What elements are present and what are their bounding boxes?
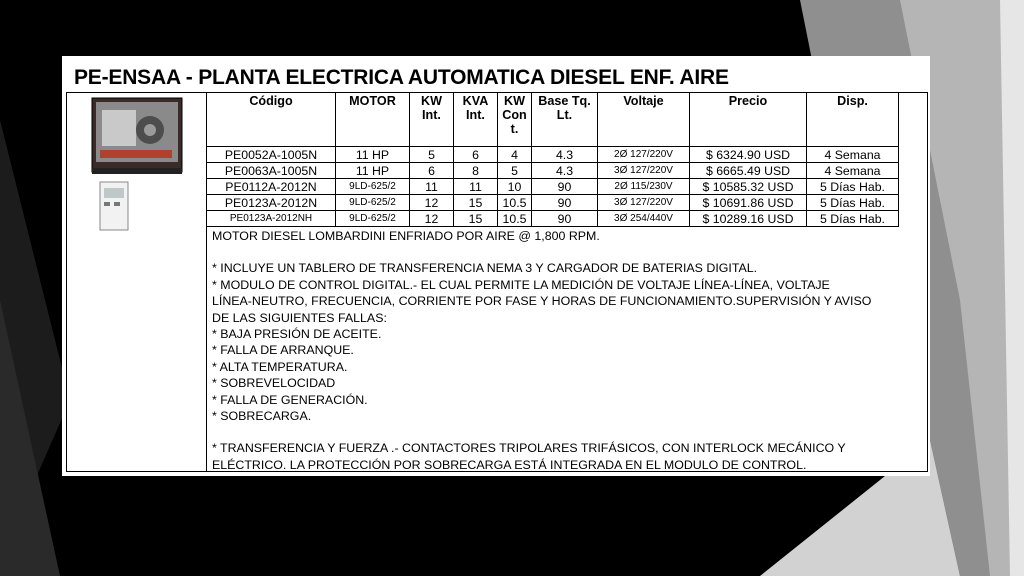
product-sheet: [62, 56, 930, 476]
cell-precio: $ 10289.16 USD: [690, 211, 807, 227]
table-row: [207, 195, 899, 211]
cell-kva-int: 11: [454, 179, 498, 195]
cell-precio: $ 10691.86 USD: [690, 195, 807, 211]
cell-motor: 9LD-625/2: [336, 179, 410, 195]
fault-item: * ALTA TEMPERATURA.: [212, 359, 348, 374]
cell-voltaje: 2Ø 127/220V: [598, 147, 690, 163]
cell-codigo: PE0112A-2012N: [207, 179, 336, 195]
cell-kw-int: 12: [410, 211, 454, 227]
cell-codigo: PE0063A-1005N: [207, 163, 336, 179]
table-row: [207, 147, 899, 163]
cell-base-tq: 90: [532, 195, 598, 211]
cell-voltaje: 3Ø 127/220V: [598, 163, 690, 179]
header-motor: MOTOR: [336, 93, 410, 147]
cell-motor: 11 HP: [336, 163, 410, 179]
cell-kw-int: 5: [410, 147, 454, 163]
cell-codigo: PE0123A-2012NH: [207, 211, 336, 227]
product-image-cell: [66, 92, 207, 472]
table-row: [207, 211, 899, 227]
cell-precio: $ 6324.90 USD: [690, 147, 807, 163]
cell-base-tq: 90: [532, 179, 598, 195]
cell-kva-int: 6: [454, 147, 498, 163]
cell-kw-cont: 4: [498, 147, 532, 163]
header-kw-int: KW Int.: [410, 93, 454, 147]
table-row: [207, 179, 899, 195]
description-block: [212, 228, 924, 473]
header-kva-int: KVA Int.: [454, 93, 498, 147]
specs-table: [206, 92, 899, 227]
cell-voltaje: 3Ø 127/220V: [598, 195, 690, 211]
fault-item: * SOBRECARGA.: [212, 409, 312, 424]
fault-item: * BAJA PRESIÓN DE ACEITE.: [212, 327, 382, 342]
cell-disp: 4 Semana: [807, 147, 899, 163]
cell-base-tq: 90: [532, 211, 598, 227]
cell-disp: 5 Días Hab.: [807, 211, 899, 227]
cell-codigo: PE0123A-2012N: [207, 195, 336, 211]
cell-disp: 5 Días Hab.: [807, 195, 899, 211]
header-kw-cont: KW Con t.: [498, 93, 532, 147]
sheet-title: PE-ENSAA - PLANTA ELECTRICA AUTOMATICA DIESEL ENF. AIRE: [74, 66, 729, 89]
cell-base-tq: 4.3: [532, 147, 598, 163]
cell-kw-int: 6: [410, 163, 454, 179]
cell-voltaje: 2Ø 115/230V: [598, 179, 690, 195]
header-row: [207, 93, 899, 147]
cell-precio: $ 10585.32 USD: [690, 179, 807, 195]
header-base-tq: Base Tq. Lt.: [532, 93, 598, 147]
generator-image: [90, 96, 186, 246]
cell-kw-cont: 10.5: [498, 211, 532, 227]
description-line: ELÉCTRICO. LA PROTECCIÓN POR SOBRECARGA ESTÁ INTEGRADA EN EL MODULO DE CONTROL.: [212, 457, 807, 472]
header-precio: Precio: [690, 93, 807, 147]
description-line: * MODULO DE CONTROL DIGITAL.- EL CUAL PERMITE LA MEDICIÓN DE VOLTAJE LÍNEA-LÍNEA, VOLTAJE: [212, 277, 830, 292]
cell-motor: 11 HP: [336, 147, 410, 163]
cell-disp: 5 Días Hab.: [807, 179, 899, 195]
cell-kva-int: 8: [454, 163, 498, 179]
cell-disp: 4 Semana: [807, 163, 899, 179]
table-row: [207, 163, 899, 179]
cell-motor: 9LD-625/2: [336, 195, 410, 211]
cell-kw-cont: 10.5: [498, 195, 532, 211]
description-line: LÍNEA-NEUTRO, FRECUENCIA, CORRIENTE POR FASE Y HORAS DE FUNCIONAMIENTO.SUPERVISIÓN Y AVISO: [212, 294, 872, 309]
cell-kva-int: 15: [454, 195, 498, 211]
cell-kw-int: 11: [410, 179, 454, 195]
cell-kw-int: 12: [410, 195, 454, 211]
cell-voltaje: 3Ø 254/440V: [598, 211, 690, 227]
description-line: DE LAS SIGUIENTES FALLAS:: [212, 310, 387, 325]
description-line: * TRANSFERENCIA Y FUERZA .- CONTACTORES TRIPOLARES TRIFÁSICOS, CON INTERLOCK MECÁNICO Y: [212, 441, 846, 456]
cell-kva-int: 15: [454, 211, 498, 227]
fault-item: * FALLA DE ARRANQUE.: [212, 343, 354, 358]
fault-item: * FALLA DE GENERACIÓN.: [212, 392, 368, 407]
header-codigo: Código: [207, 93, 336, 147]
cell-codigo: PE0052A-1005N: [207, 147, 336, 163]
fault-item: * SOBREVELOCIDAD: [212, 376, 336, 391]
header-voltaje: Voltaje: [598, 93, 690, 147]
cell-kw-cont: 5: [498, 163, 532, 179]
cell-base-tq: 4.3: [532, 163, 598, 179]
cell-precio: $ 6665.49 USD: [690, 163, 807, 179]
header-disp: Disp.: [807, 93, 899, 147]
description-line: * INCLUYE UN TABLERO DE TRANSFERENCIA NEMA 3 Y CARGADOR DE BATERIAS DIGITAL.: [212, 261, 758, 276]
cell-motor: 9LD-625/2: [336, 211, 410, 227]
cell-kw-cont: 10: [498, 179, 532, 195]
motor-description: MOTOR DIESEL LOMBARDINI ENFRIADO POR AIRE @ 1,800 RPM.: [212, 229, 600, 243]
